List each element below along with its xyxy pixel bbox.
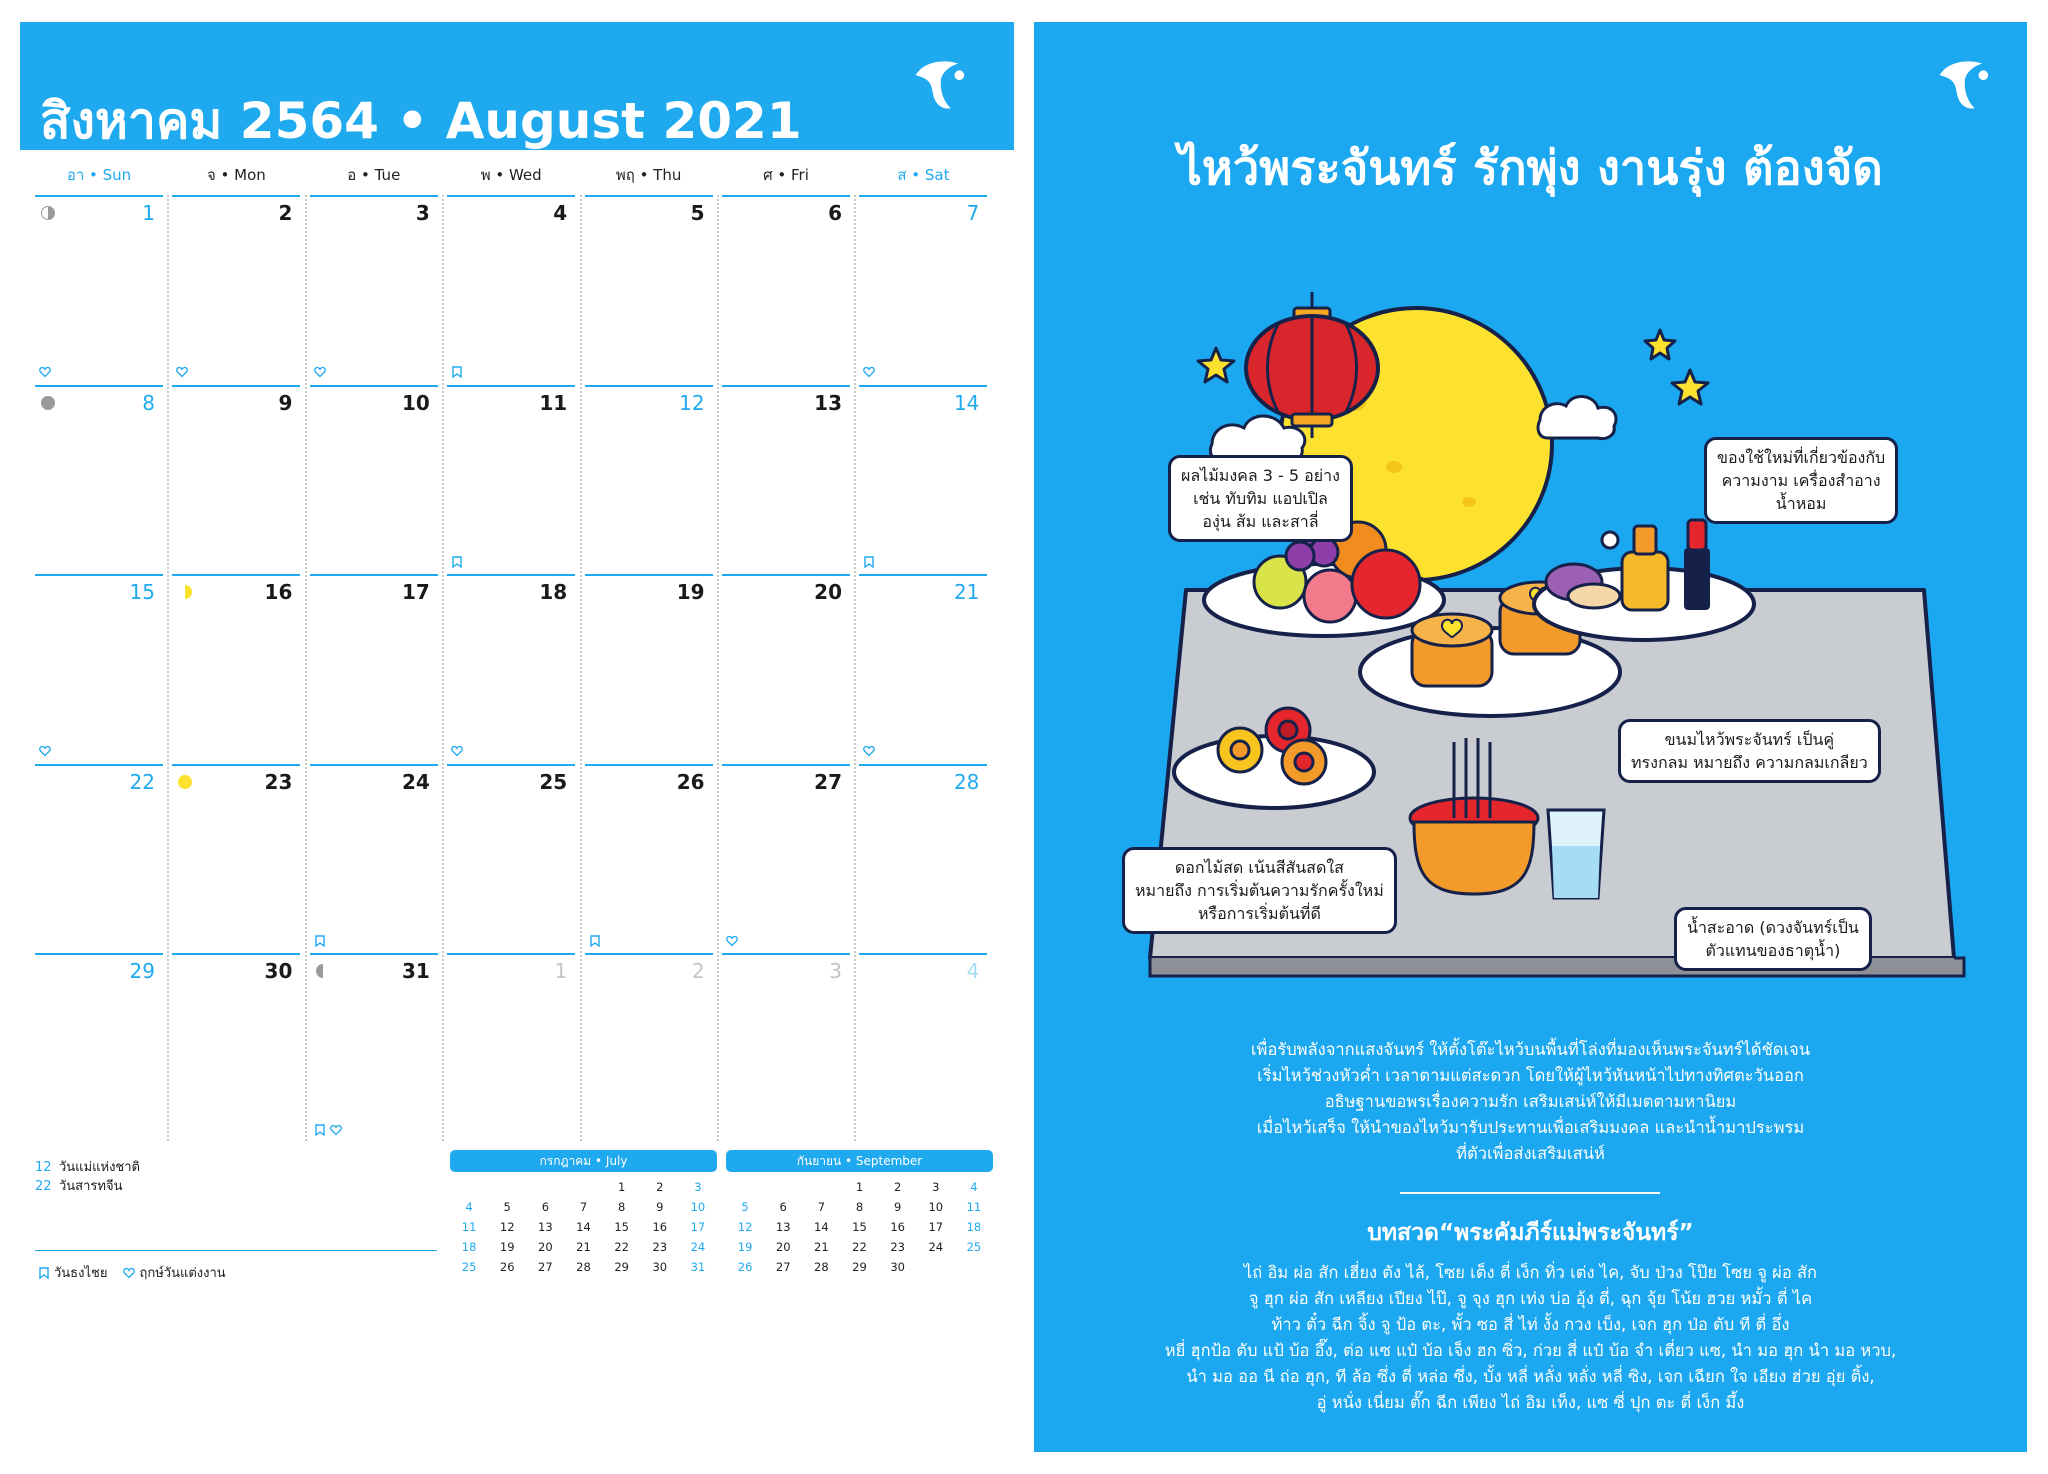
mini-day: 18	[461, 1240, 477, 1254]
holiday-note	[35, 1158, 435, 1177]
day-marks	[39, 366, 51, 378]
day-number: 17	[401, 580, 430, 605]
mini-day	[726, 1178, 764, 1196]
mini-day: 5	[741, 1200, 749, 1214]
day-cell[interactable]	[172, 574, 300, 763]
mini-calendar-september	[726, 1150, 993, 1276]
weekday-label: พ • Wed	[480, 166, 542, 184]
day-cell-rule	[310, 195, 438, 197]
mini-day: 26	[499, 1260, 515, 1274]
callout-line: ตัวแทนของธาตุน้ำ)	[1705, 941, 1841, 960]
legend-flag	[38, 1262, 107, 1283]
day-number: 23	[264, 769, 293, 794]
holiday-notes	[35, 1158, 435, 1196]
day-cell-rule	[585, 385, 713, 387]
cosmetics-plate-illustration	[1534, 520, 1754, 640]
day-cell-rule	[172, 574, 300, 576]
mini-day: 30	[652, 1260, 668, 1274]
day-number: 14	[953, 390, 980, 415]
legend-flag-label: วันธงไชย	[54, 1266, 108, 1281]
mini-day: 29	[852, 1260, 867, 1274]
callout-line: ทรงกลม หมายถึง ความกลมเกลียว	[1631, 753, 1868, 772]
mini-calendar-days	[726, 1178, 993, 1276]
day-number: 1	[554, 959, 568, 984]
day-cell-rule	[722, 764, 850, 766]
mini-day: 28	[576, 1260, 591, 1274]
day-number: 16	[264, 580, 293, 605]
heart-icon	[451, 745, 463, 757]
chant-line: ไถ่ อิม ผ่อ สัก เฮี่ยง ตัง ไล้, โซย เต็ง ตี่ เง็ก ทิ่ว เต่ง ไค, จับ ป่วง โป๊ย โซย จู ผ่อ สัก	[1243, 1263, 1818, 1282]
weekday-header-row	[35, 163, 989, 187]
column-separator	[580, 195, 582, 1141]
mini-day: 24	[928, 1240, 944, 1254]
column-separator	[442, 195, 444, 1141]
callout-line: หรือการเริ่มต้นที่ดี	[1197, 904, 1321, 923]
day-cell[interactable]	[722, 195, 850, 384]
day-cell-rule	[447, 764, 575, 766]
mini-day: 14	[814, 1220, 829, 1234]
mini-day: 1	[855, 1180, 864, 1194]
body-line: ที่ตัวเพื่อส่งเสริมเสน่ห์	[1456, 1144, 1605, 1163]
mini-day: 20	[538, 1240, 553, 1254]
day-cell[interactable]	[722, 764, 850, 953]
mini-day: 26	[737, 1260, 753, 1274]
day-cell-rule	[585, 195, 713, 197]
mini-day: 7	[817, 1200, 826, 1214]
heart-icon	[863, 366, 875, 378]
day-number: 9	[278, 390, 293, 415]
day-number: 1	[142, 201, 155, 225]
day-number: 12	[679, 390, 705, 415]
day-marks	[726, 935, 738, 947]
mini-day: 20	[775, 1240, 791, 1254]
weekday-label: จ • Mon	[206, 166, 266, 184]
day-cell-rule	[585, 574, 713, 576]
ribbon-icon	[314, 1124, 326, 1136]
mini-day	[564, 1178, 602, 1196]
mini-day: 21	[576, 1240, 591, 1254]
callout-mooncake	[1618, 719, 1881, 783]
heart-icon	[39, 366, 51, 378]
day-cell-rule	[859, 195, 987, 197]
day-cell-rule	[310, 385, 438, 387]
mini-day: 4	[970, 1180, 978, 1194]
day-cell[interactable]	[859, 764, 987, 953]
day-cell-rule	[859, 574, 987, 576]
day-number: 15	[129, 580, 155, 605]
mini-day: 4	[465, 1200, 473, 1214]
mini-day: 25	[461, 1260, 477, 1274]
day-marks	[863, 556, 875, 568]
legend-wedding-label: ฤกษ์วันแต่งงาน	[139, 1266, 226, 1281]
callout-line: ความงาม เครื่องสำอาง	[1721, 471, 1881, 490]
day-cell[interactable]	[585, 953, 713, 1142]
moon-phase-icon	[178, 585, 192, 599]
day-number: 20	[814, 580, 842, 605]
ribbon-icon	[863, 556, 875, 568]
mini-day: 7	[579, 1200, 588, 1214]
mini-day: 8	[855, 1200, 864, 1214]
day-marks	[176, 366, 188, 378]
poster-page	[1034, 22, 2027, 1452]
mini-day: 5	[503, 1200, 511, 1214]
day-number: 4	[966, 959, 980, 984]
mini-day: 15	[852, 1220, 867, 1234]
mini-day: 28	[814, 1260, 829, 1274]
day-cell-rule	[859, 385, 987, 387]
note-day: 12	[35, 1160, 52, 1175]
day-cell[interactable]	[859, 195, 987, 384]
day-number: 19	[676, 580, 705, 605]
mini-day: 27	[538, 1260, 553, 1274]
day-cell[interactable]	[35, 764, 163, 953]
day-cell[interactable]	[447, 953, 575, 1142]
mini-day: 23	[652, 1240, 668, 1254]
mini-day: 9	[656, 1200, 664, 1214]
day-number: 7	[966, 201, 980, 225]
day-number: 22	[129, 769, 155, 794]
day-cell-rule	[722, 385, 850, 387]
day-cell[interactable]	[585, 574, 713, 763]
day-cell[interactable]	[35, 574, 163, 763]
mini-calendar-days	[450, 1178, 717, 1276]
mini-day: 23	[890, 1240, 905, 1254]
mini-day: 3	[694, 1180, 702, 1194]
day-cell-rule	[310, 574, 438, 576]
day-number: 30	[264, 959, 293, 984]
day-cell[interactable]	[172, 385, 300, 574]
day-cell-rule	[172, 764, 300, 766]
body-line: เริ่มไหว้ช่วงหัวค่ำ เวลาตามแต่สะดวก โดยให้ผู้ไหว้หันหน้าไปทางทิศตะวันออก	[1257, 1066, 1804, 1085]
moon-phase-icon	[316, 964, 330, 978]
notes-divider	[35, 1250, 437, 1251]
body-line: เพื่อรับพลังจากแสงจันทร์ ให้ตั้งโต๊ะไหว้บนพื้นที่โล่งที่มองเห็นพระจันทร์ได้ชัดเจน	[1250, 1040, 1811, 1059]
column-separator	[167, 195, 169, 1141]
day-cell[interactable]	[859, 953, 987, 1142]
day-number: 5	[690, 201, 705, 225]
mini-day: 18	[966, 1220, 982, 1234]
poster-divider	[1400, 1192, 1660, 1194]
mini-day: 30	[890, 1260, 905, 1274]
weekday-label: ส • Sat	[897, 166, 950, 184]
day-cell-rule	[859, 953, 987, 955]
mini-day: 22	[614, 1240, 629, 1254]
day-cell-rule	[722, 574, 850, 576]
chant-line: ท้าว ตั๋ว ฉีก จิ้ง จู ป้อ ตะ, พั้ว ซอ สี่ ไท่ งั้ง กวง เบ็ง, เจก ฮุก ป่อ ตับ ที ตี่ อึ่ง	[1271, 1315, 1790, 1334]
day-marks	[863, 745, 875, 757]
mini-day: 12	[737, 1220, 753, 1234]
day-cell-rule	[585, 953, 713, 955]
mini-day: 14	[576, 1220, 591, 1234]
water-glass-illustration	[1548, 810, 1604, 898]
day-cell-rule	[722, 195, 850, 197]
day-cell[interactable]	[447, 195, 575, 384]
mini-day: 22	[852, 1240, 867, 1254]
mini-day: 6	[779, 1200, 787, 1214]
heart-icon	[123, 1267, 135, 1279]
mini-day: 24	[690, 1240, 706, 1254]
ribbon-icon	[589, 935, 601, 947]
poster-body-text	[1034, 1037, 2027, 1167]
day-cell[interactable]	[310, 764, 438, 953]
mini-day	[526, 1178, 564, 1196]
body-line: อธิษฐานขอพรเรื่องความรัก เสริมเสน่ห์ให้มีเมตตามหานิยม	[1324, 1092, 1737, 1111]
day-marks	[314, 935, 326, 947]
ribbon-icon	[451, 556, 463, 568]
day-cell[interactable]	[722, 385, 850, 574]
day-cell[interactable]	[35, 953, 163, 1142]
day-marks	[451, 745, 463, 757]
column-separator	[305, 195, 307, 1141]
day-marks	[451, 366, 463, 378]
mini-calendar-header: กรกฎาคม • July	[450, 1150, 717, 1172]
heart-icon	[863, 745, 875, 757]
callout-line: องุ่น ส้ม และสาลี่	[1202, 512, 1319, 531]
callout-line: หมายถึง การเริ่มต้นความรักครั้งใหม่	[1135, 881, 1384, 900]
chant-body-text	[1034, 1260, 2027, 1416]
mini-day: 12	[499, 1220, 515, 1234]
mini-day: 2	[656, 1180, 664, 1194]
mini-day: 13	[775, 1220, 791, 1234]
mini-day: 9	[893, 1200, 902, 1214]
legend	[38, 1262, 226, 1283]
day-cell[interactable]	[310, 574, 438, 763]
mini-day: 13	[538, 1220, 553, 1234]
note-day: 22	[35, 1179, 52, 1194]
day-cell[interactable]	[585, 385, 713, 574]
callout-line: ขนมไหว้พระจันทร์ เป็นคู่	[1664, 730, 1835, 749]
mini-day	[450, 1178, 488, 1196]
mini-day: 19	[737, 1240, 753, 1254]
day-cell[interactable]	[310, 195, 438, 384]
day-marks	[39, 745, 51, 757]
mini-calendar-july	[450, 1150, 717, 1276]
day-number: 21	[953, 580, 980, 605]
mini-day: 29	[614, 1260, 629, 1274]
heart-icon	[39, 745, 51, 757]
day-cell[interactable]	[35, 385, 163, 574]
day-cell[interactable]	[447, 764, 575, 953]
callout-line: ผลไม้มงคล 3 - 5 อย่าง	[1181, 466, 1340, 485]
mini-day: 10	[690, 1200, 706, 1214]
weekday-label: ศ • Fri	[763, 166, 809, 184]
day-marks	[863, 366, 875, 378]
moon-phase-icon	[41, 206, 55, 220]
mini-day: 8	[617, 1200, 626, 1214]
day-cell[interactable]	[447, 385, 575, 574]
moon-phase-icon	[178, 775, 192, 789]
day-cell-rule	[310, 953, 438, 955]
day-number: 2	[691, 959, 705, 984]
day-cell-rule	[722, 953, 850, 955]
day-cell-rule	[310, 764, 438, 766]
brand-logo-icon	[1932, 52, 1994, 114]
mini-day: 11	[966, 1200, 982, 1214]
day-cell-rule	[35, 764, 163, 766]
day-number: 31	[401, 959, 430, 984]
callout-line: เช่น ทับทิม แอปเปิล	[1193, 489, 1328, 508]
day-cell[interactable]	[859, 385, 987, 574]
callout-fruit	[1168, 455, 1353, 542]
day-cell-rule	[35, 574, 163, 576]
day-marks	[589, 935, 601, 947]
callout-water	[1674, 907, 1872, 971]
heart-icon	[314, 366, 326, 378]
day-number: 10	[401, 390, 430, 415]
day-cell-rule	[859, 764, 987, 766]
day-cell-rule	[447, 195, 575, 197]
chant-line: นำ มอ ออ นี ถ่อ ฮุก, ที ล้อ ซึ่ง ตี่ หล่อ ซึ่ง, บั้ง หลี่ หลั่ง หลั่ง หลี่ ซิง, เจก เฉียก ใจ เอียง ฮ่วย อุ่ย ติ้ง,	[1186, 1367, 1875, 1386]
mini-day: 6	[541, 1200, 550, 1214]
mini-day: 10	[928, 1200, 944, 1214]
mini-day: 2	[893, 1180, 902, 1194]
ribbon-icon	[38, 1267, 50, 1279]
day-cell-rule	[447, 953, 575, 955]
mini-day: 15	[614, 1220, 629, 1234]
day-cell-rule	[35, 385, 163, 387]
mini-day: 17	[690, 1220, 706, 1234]
mini-day	[488, 1178, 526, 1196]
day-cell[interactable]	[859, 574, 987, 763]
callout-beauty	[1704, 437, 1898, 524]
weekday-label: อ • Tue	[347, 166, 401, 184]
calendar-grid	[35, 195, 989, 1141]
legend-wedding	[123, 1262, 225, 1283]
day-number: 13	[814, 390, 842, 415]
body-line: เมื่อไหว้เสร็จ ให้นำของไหว้มารับประทานเพื่อเสริมมงคล และนำน้ำมาประพรม	[1256, 1118, 1805, 1137]
mini-day: 1	[617, 1180, 626, 1194]
day-cell[interactable]	[722, 574, 850, 763]
ribbon-icon	[451, 366, 463, 378]
mini-day: 17	[928, 1220, 944, 1234]
heart-icon	[176, 366, 188, 378]
day-cell[interactable]	[722, 953, 850, 1142]
mini-day: 31	[690, 1260, 706, 1274]
day-number: 3	[829, 959, 842, 984]
day-cell[interactable]	[447, 574, 575, 763]
callout-flowers	[1122, 847, 1397, 934]
mini-day: 27	[775, 1260, 791, 1274]
chant-line: หยี่ ฮุกป้อ ตับ แป้ บ้อ อึ๊ง, ต่อ แซ แป๋ บ้อ เจ็ง ฮก ซิ่ว, ก่วย สี่ แป๋ บ้อ จำ เตี่ยว แซ, นำ มอ ฮุก นำ มอ หวบ,	[1164, 1341, 1897, 1360]
day-number: 27	[814, 769, 842, 794]
column-separator	[854, 195, 856, 1141]
day-number: 4	[553, 201, 568, 225]
day-cell-rule	[35, 195, 163, 197]
callout-line: ดอกไม้สด เน้นสีสันสดใส	[1174, 858, 1344, 877]
day-cell-rule	[35, 953, 163, 955]
holiday-note	[35, 1177, 435, 1196]
mini-day: 21	[814, 1240, 829, 1254]
calendar-header	[20, 22, 1014, 150]
day-cell-rule	[172, 195, 300, 197]
poster-title: ไหว้พระจันทร์ รักพุ่ง งานรุ่ง ต้องจัด	[1178, 141, 1883, 196]
day-number: 6	[828, 201, 842, 225]
day-cell-rule	[447, 574, 575, 576]
day-cell[interactable]	[172, 953, 300, 1142]
mini-day	[764, 1178, 802, 1196]
day-marks	[314, 1124, 342, 1136]
heart-icon	[330, 1124, 342, 1136]
moon-phase-icon	[41, 396, 55, 410]
day-number: 29	[129, 959, 155, 984]
day-number: 26	[676, 769, 705, 794]
day-cell-rule	[585, 764, 713, 766]
chant-line: จู ฮุก ผ่อ สัก เหลียง เปียง ไป๊, จู จุง ฮุก เท่ง บ่อ อุ้ง ตี่, ฉุก จุ้ย โน้ย ฮวย หมั้ว ตี่ ไค	[1248, 1289, 1813, 1308]
callout-line: ของใช้ใหม่ที่เกี่ยวข้องกับ	[1717, 448, 1886, 467]
day-marks	[451, 556, 463, 568]
chant-line: อู่ หนั่ง เนี่ยม ตั๊ก ฉีก เพียง ไถ่ อิม เท็ง, แซ ซี่ ปุก ตะ ตี่ เง็ก มึ้ง	[1316, 1393, 1745, 1412]
day-marks	[314, 366, 326, 378]
mini-day: 16	[890, 1220, 905, 1234]
mini-day	[802, 1178, 840, 1196]
mini-day: 16	[652, 1220, 668, 1234]
heart-icon	[726, 935, 738, 947]
day-cell[interactable]	[585, 195, 713, 384]
day-cell[interactable]	[585, 764, 713, 953]
mini-day: 3	[932, 1180, 940, 1194]
day-cell-rule	[447, 385, 575, 387]
mini-day: 19	[499, 1240, 515, 1254]
day-number: 24	[401, 769, 430, 794]
mini-calendar-header: กันยายน • September	[726, 1150, 993, 1172]
day-cell[interactable]	[310, 953, 438, 1142]
callout-line: น้ำสะอาด (ดวงจันทร์เป็น	[1687, 918, 1859, 937]
day-number: 28	[953, 769, 980, 794]
day-number: 2	[278, 201, 293, 225]
day-number: 25	[539, 769, 568, 794]
note-text: วันแม่แห่งชาติ	[59, 1160, 140, 1175]
weekday-label: อา • Sun	[66, 166, 132, 184]
day-number: 3	[415, 201, 430, 225]
day-cell[interactable]	[172, 195, 300, 384]
day-cell-rule	[172, 385, 300, 387]
mini-day: 11	[461, 1220, 477, 1234]
brand-logo-icon	[908, 52, 970, 114]
calendar-title: สิงหาคม 2564 • August 2021	[40, 92, 802, 150]
ribbon-icon	[314, 935, 326, 947]
day-cell-rule	[172, 953, 300, 955]
day-number: 18	[539, 580, 568, 605]
day-cell[interactable]	[172, 764, 300, 953]
column-separator	[717, 195, 719, 1141]
day-number: 8	[142, 390, 155, 415]
mini-day: 25	[966, 1240, 982, 1254]
day-cell[interactable]	[310, 385, 438, 574]
weekday-label: พฤ • Thu	[615, 166, 682, 184]
chant-title: บทสวด“พระคัมภีร์แม่พระจันทร์”	[1367, 1220, 1694, 1246]
day-number: 11	[539, 390, 568, 415]
note-text: วันสารทจีน	[59, 1179, 123, 1194]
day-cell[interactable]	[35, 195, 163, 384]
callout-line: น้ำหอม	[1775, 494, 1827, 513]
